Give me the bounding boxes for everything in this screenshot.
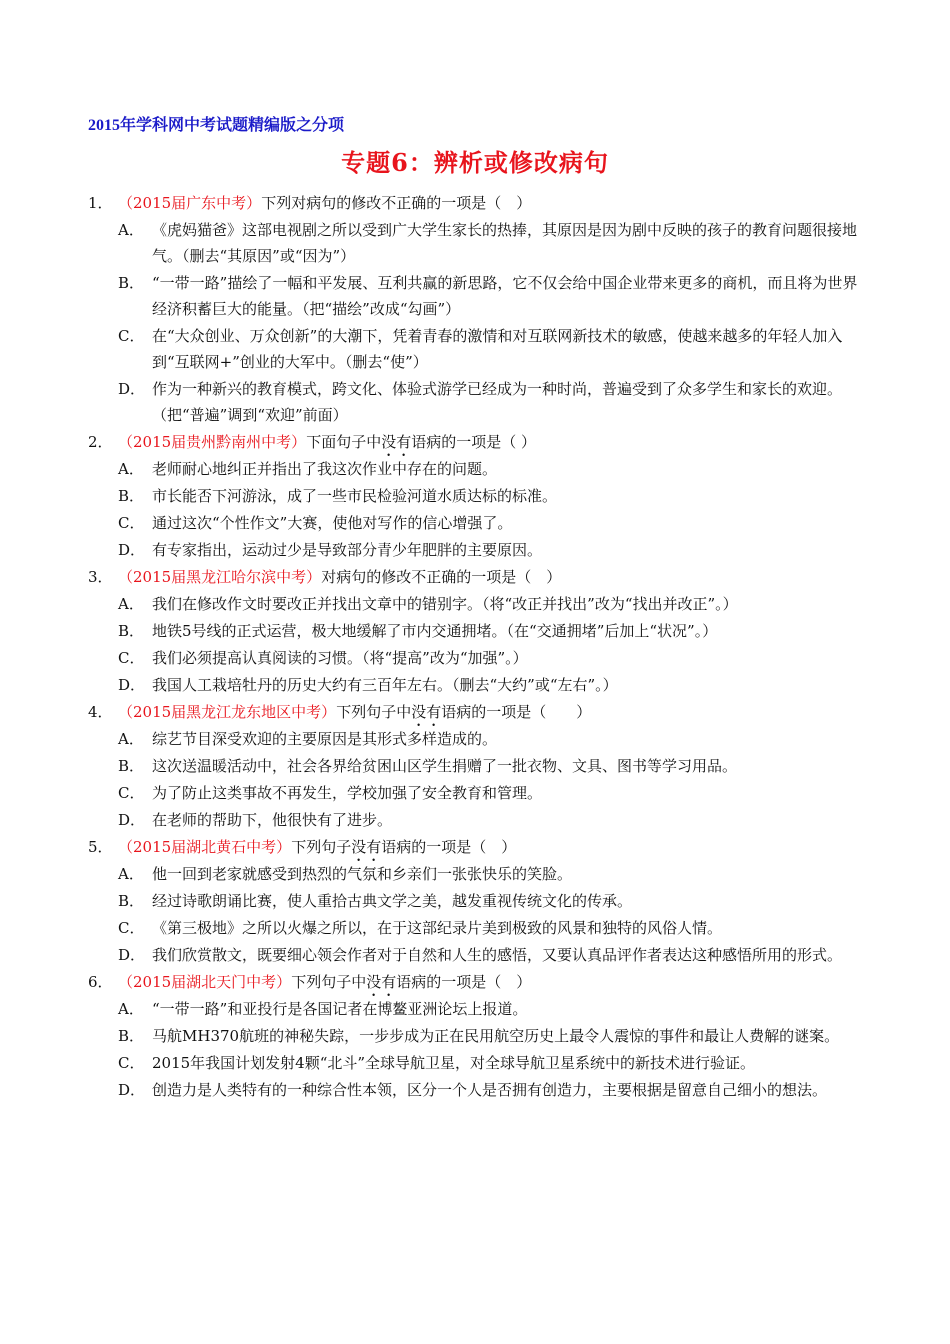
question-source: （2015届广东中考） xyxy=(118,194,262,212)
question-number: 3． xyxy=(88,568,113,586)
option-d: D． 我们欣赏散文，既要细心领会作者对于自然和人生的感悟，又要认真品评作者表达这种感悟所用的形式。 xyxy=(118,946,843,964)
question-3 xyxy=(88,564,868,590)
option-a: A． 综艺节目深受欢迎的主要原因是其形式多样造成的。 xyxy=(118,730,498,748)
question-source: （2015届湖北天门中考） xyxy=(118,973,292,991)
option-b: B． 市长能否下河游泳，成了一些市民检验河道水质达标的标准。 xyxy=(118,487,558,505)
question-stem: 下面句子中没有语病的一项是（ ） xyxy=(306,433,536,451)
option-c: C． 通过这次“个性作文”大赛，使他对写作的信心增强了。 xyxy=(118,514,513,532)
question-number: 6． xyxy=(88,973,113,991)
question-4 xyxy=(88,699,868,725)
page-title: 专题6：辨析或修改病句 xyxy=(341,148,609,177)
emphasis-text: 没有 xyxy=(411,703,442,721)
option-a: A． 我们在修改作文时要改正并找出文章中的错别字。（将“改正并找出”改为“找出并改正”。） xyxy=(118,595,738,613)
question-source: （2015届黑龙江龙东地区中考） xyxy=(118,703,337,721)
question-stem: 对病句的修改不正确的一项是（ ） xyxy=(321,568,562,586)
question-stem: 下列对病句的修改不正确的一项是（ ） xyxy=(261,194,532,212)
question-number: 2． xyxy=(88,433,113,451)
option-d: D． 有专家指出，运动过少是导致部分青少年肥胖的主要原因。 xyxy=(118,541,543,559)
option-b: B． 这次送温暖活动中，社会各界给贫困山区学生捐赠了一批衣物、文具、图书等学习用品。 xyxy=(118,757,738,775)
question-2 xyxy=(88,429,868,455)
question-1 xyxy=(88,190,868,216)
option-d: D． 在老师的帮助下，他很快有了进步。 xyxy=(118,811,393,829)
option-c: C． 我们必须提高认真阅读的习惯。（将“提高”改为“加强”。） xyxy=(118,649,528,667)
question-number: 1． xyxy=(88,194,113,212)
question-5 xyxy=(88,834,868,860)
option-c: C． 《第三极地》之所以火爆之所以，在于这部纪录片美到极致的风景和独特的风俗人情。 xyxy=(118,919,723,937)
option-b: B． 马航MH370航班的神秘失踪，一步步成为正在民用航空历史上最令人震惊的事件和最让人费解的谜案。 xyxy=(118,1027,840,1045)
option-d: D． 我国人工栽培牡丹的历史大约有三百年左右。（删去“大约”或“左右”。） xyxy=(118,676,618,694)
emphasis-text: 没有 xyxy=(381,433,412,451)
question-number: 4． xyxy=(88,703,113,721)
question-stem: 下列句子没有语病的一项是（ ） xyxy=(291,838,517,856)
option-a: A． 老师耐心地纠正并指出了我这次作业中存在的问题。 xyxy=(118,460,498,478)
option-b: B． 地铁5号线的正式运营，极大地缓解了市内交通拥堵。（在“交通拥堵”后加上“状况”。） xyxy=(118,622,718,640)
option-c: C． 2015年我国计划发射4颗“北斗”全球导航卫星，对全球导航卫星系统中的新技术进行验证。 xyxy=(118,1054,756,1072)
option-c: C． 在“大众创业、万众创新”的大潮下，凭着青春的激情和对互联网新技术的敏感，使越来越多的年轻人加入到“互联网+”创业的大军中。（删去“使”） xyxy=(118,327,843,371)
question-source: （2015届湖北黄石中考） xyxy=(118,838,292,856)
option-d: D． 创造力是人类特有的一种综合性本领，区分一个人是否拥有创造力，主要根据是留意自己细小的想法。 xyxy=(118,1081,828,1099)
option-d: D． 作为一种新兴的教育模式，跨文化、体验式游学已经成为一种时尚，普遍受到了众多学生和家长的欢迎。（把“普遍”调到“欢迎”前面） xyxy=(118,380,843,424)
question-stem: 下列句子中没有语病的一项是（ ） xyxy=(336,703,592,721)
emphasis-text: 没有 xyxy=(351,838,382,856)
option-b: B． 经过诗歌朗诵比赛，使人重拾古典文学之美，越发重视传统文化的传承。 xyxy=(118,892,633,910)
document-header: 2015年学科网中考试题精编版之分项 xyxy=(88,117,345,134)
question-6 xyxy=(88,969,868,995)
question-source: （2015届黑龙江哈尔滨中考） xyxy=(118,568,322,586)
option-a: A． “一带一路”和亚投行是各国记者在博鳌亚洲论坛上报道。 xyxy=(118,1000,528,1018)
emphasis-text: 没有 xyxy=(366,973,397,991)
question-stem: 下列句子中没有语病的一项是（ ） xyxy=(291,973,532,991)
option-c: C． 为了防止这类事故不再发生，学校加强了安全教育和管理。 xyxy=(118,784,543,802)
option-a: A． 《虎妈猫爸》这部电视剧之所以受到广大学生家长的热捧，其原因是因为剧中反映的孩子的教育问题很接地气。（删去“其原因”或“因为”） xyxy=(118,221,858,265)
option-b: B． “一带一路”描绘了一幅和平发展、互利共赢的新思路，它不仅会给中国企业带来更多的商机，而且将为世界经济积蓄巨大的能量。（把“描绘”改成“勾画”） xyxy=(118,274,858,318)
question-number: 5． xyxy=(88,838,113,856)
question-source: （2015届贵州黔南州中考） xyxy=(118,433,307,451)
question-list xyxy=(88,190,868,1104)
option-a: A． 他一回到老家就感受到热烈的气氛和乡亲们一张张快乐的笑脸。 xyxy=(118,865,573,883)
